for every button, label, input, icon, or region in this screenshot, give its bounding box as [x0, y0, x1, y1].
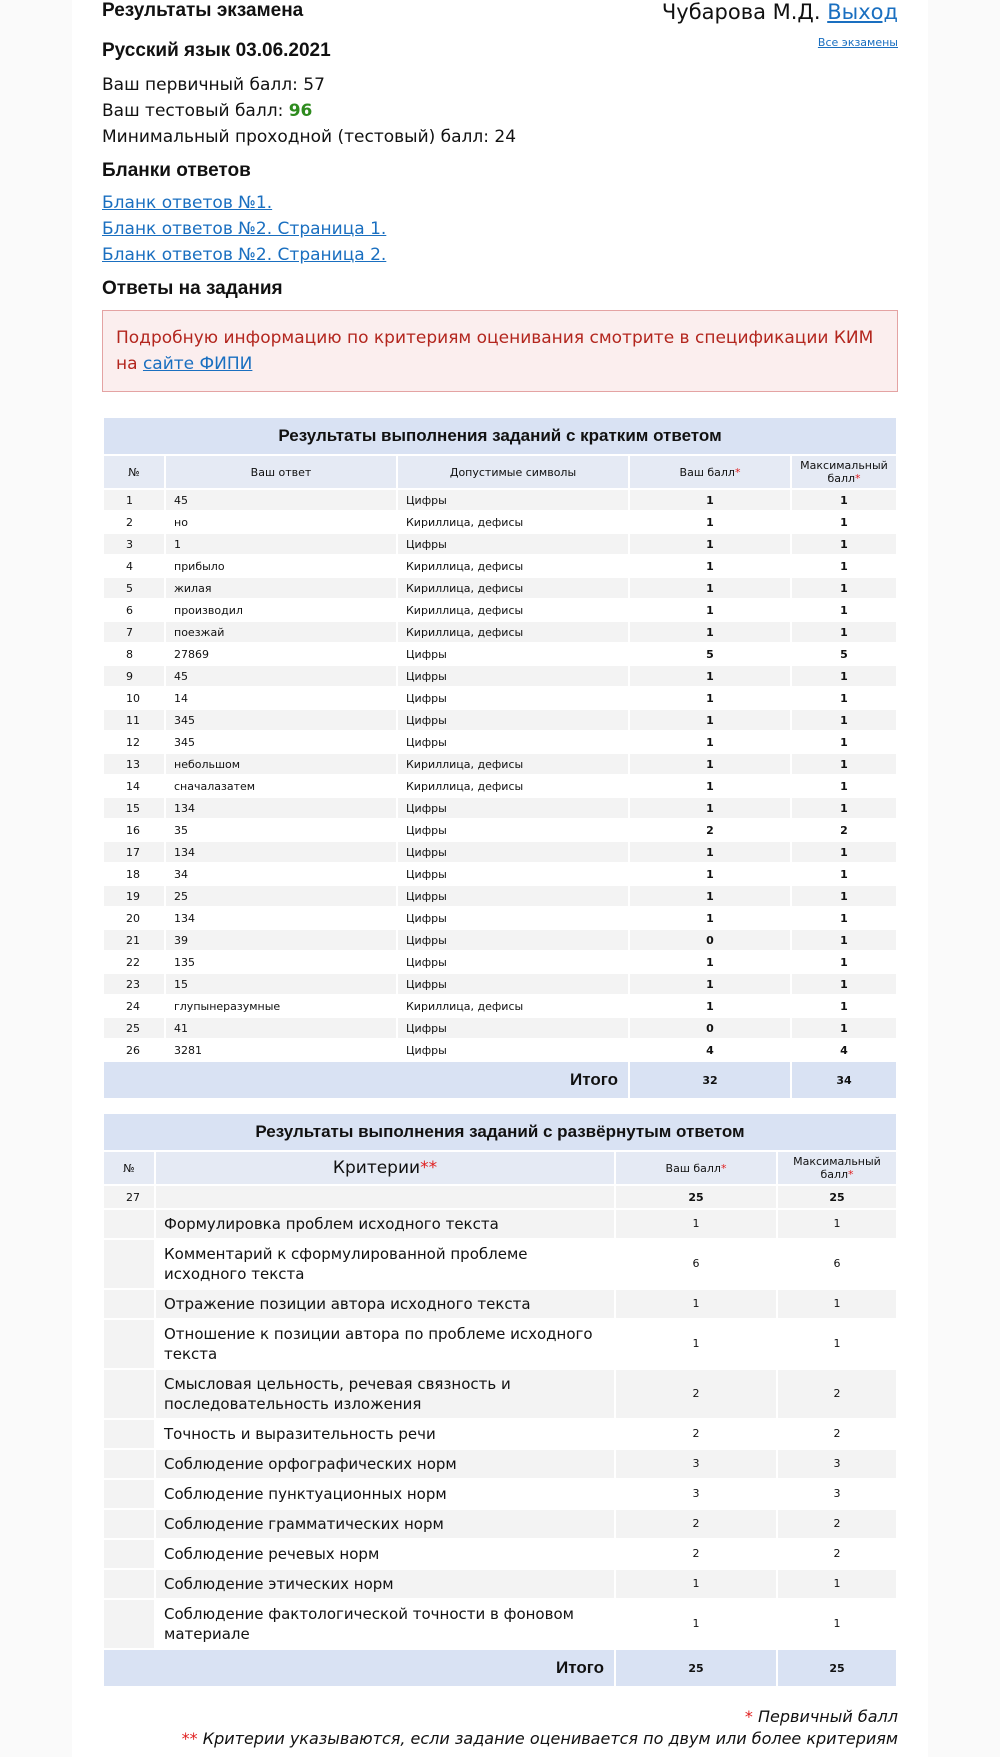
page — [72, 0, 928, 1757]
star-mark: * — [848, 1168, 854, 1181]
criteria-alert — [102, 310, 898, 392]
criteria-name: Комментарий к сформулированной проблеме исходного текста — [155, 1239, 615, 1289]
criteria-score: 1 — [615, 1599, 777, 1649]
criteria-max: 1 — [777, 1209, 897, 1239]
criteria-num-empty — [103, 1239, 155, 1289]
table-row — [103, 621, 897, 643]
row-score: 1 — [629, 709, 791, 731]
criteria-row — [103, 1599, 897, 1649]
criteria-num-empty — [103, 1419, 155, 1449]
criteria-name: Соблюдение пунктуационных норм — [155, 1479, 615, 1509]
criteria-row — [103, 1289, 897, 1319]
col-score — [629, 455, 791, 489]
criteria-score: 2 — [615, 1509, 777, 1539]
criteria-max: 2 — [777, 1539, 897, 1569]
criteria-row — [103, 1239, 897, 1289]
footnote-star: * — [744, 1707, 753, 1726]
row-max: 1 — [791, 511, 897, 533]
criteria-num-empty — [103, 1509, 155, 1539]
row-symbols: Кириллица, дефисы — [397, 621, 629, 643]
criteria-name: Смысловая цельность, речевая связность и последовательность изложения — [155, 1369, 615, 1419]
row-answer: небольшом — [165, 753, 397, 775]
row-num: 15 — [103, 797, 165, 819]
user-name: Чубарова М.Д. — [661, 0, 821, 24]
col-max — [777, 1151, 897, 1185]
criteria-name: Соблюдение этических норм — [155, 1569, 615, 1599]
task-criteria-empty — [155, 1185, 615, 1209]
criteria-num-empty — [103, 1289, 155, 1319]
row-symbols: Кириллица, дефисы — [397, 577, 629, 599]
form-link-1[interactable]: Бланк ответов №1. — [102, 193, 273, 213]
row-score: 1 — [629, 489, 791, 511]
criteria-name: Отражение позиции автора исходного текста — [155, 1289, 615, 1319]
row-num: 5 — [103, 577, 165, 599]
criteria-row — [103, 1479, 897, 1509]
test-score-label: Ваш тестовый балл: — [102, 101, 284, 121]
table-row — [103, 489, 897, 511]
table-row — [103, 841, 897, 863]
row-symbols: Цифры — [397, 929, 629, 951]
row-symbols: Цифры — [397, 1039, 629, 1061]
row-answer: 1 — [165, 533, 397, 555]
row-answer: 134 — [165, 841, 397, 863]
primary-score — [102, 72, 898, 98]
row-max: 1 — [791, 863, 897, 885]
col-max — [791, 455, 897, 489]
row-symbols: Цифры — [397, 973, 629, 995]
row-answer: 41 — [165, 1017, 397, 1039]
row-symbols: Цифры — [397, 489, 629, 511]
row-score: 1 — [629, 665, 791, 687]
footnote-primary — [102, 1706, 898, 1728]
row-answer: 14 — [165, 687, 397, 709]
criteria-row — [103, 1369, 897, 1419]
row-answer: глупынеразумные — [165, 995, 397, 1017]
row-symbols: Цифры — [397, 907, 629, 929]
row-answer: но — [165, 511, 397, 533]
col-num: № — [103, 455, 165, 489]
criteria-max: 2 — [777, 1419, 897, 1449]
row-max: 1 — [791, 555, 897, 577]
table-row — [103, 797, 897, 819]
row-num: 19 — [103, 885, 165, 907]
row-num: 9 — [103, 665, 165, 687]
criteria-score: 3 — [615, 1479, 777, 1509]
row-symbols: Кириллица, дефисы — [397, 555, 629, 577]
row-answer: 345 — [165, 709, 397, 731]
row-symbols: Кириллица, дефисы — [397, 753, 629, 775]
row-score: 1 — [629, 973, 791, 995]
criteria-name: Отношение к позиции автора по проблеме исходного текста — [155, 1319, 615, 1369]
row-answer: 15 — [165, 973, 397, 995]
col-num: № — [103, 1151, 155, 1185]
criteria-row — [103, 1419, 897, 1449]
logout-link[interactable]: Выход — [827, 0, 898, 24]
row-max: 1 — [791, 907, 897, 929]
col-criteria — [155, 1151, 615, 1185]
row-score: 1 — [629, 863, 791, 885]
criteria-score: 3 — [615, 1449, 777, 1479]
criteria-score: 2 — [615, 1539, 777, 1569]
table-row — [103, 577, 897, 599]
short-total-score: 32 — [629, 1061, 791, 1099]
row-answer: 27869 — [165, 643, 397, 665]
criteria-name: Соблюдение орфографических норм — [155, 1449, 615, 1479]
criteria-max: 2 — [777, 1369, 897, 1419]
row-symbols: Цифры — [397, 533, 629, 555]
footnote-primary-text: Первичный балл — [757, 1707, 898, 1726]
row-symbols: Кириллица, дефисы — [397, 511, 629, 533]
row-num: 8 — [103, 643, 165, 665]
row-symbols: Кириллица, дефисы — [397, 599, 629, 621]
row-answer: 3281 — [165, 1039, 397, 1061]
primary-score-label: Ваш первичный балл: — [102, 75, 298, 95]
criteria-max: 1 — [777, 1569, 897, 1599]
row-score: 4 — [629, 1039, 791, 1061]
row-max: 1 — [791, 709, 897, 731]
row-score: 1 — [629, 753, 791, 775]
star-mark: * — [734, 465, 741, 479]
row-max: 1 — [791, 599, 897, 621]
row-score: 0 — [629, 1017, 791, 1039]
criteria-name: Соблюдение грамматических норм — [155, 1509, 615, 1539]
criteria-score: 1 — [615, 1289, 777, 1319]
row-max: 1 — [791, 951, 897, 973]
row-max: 1 — [791, 973, 897, 995]
table-row — [103, 995, 897, 1017]
table-row — [103, 511, 897, 533]
row-num: 16 — [103, 819, 165, 841]
col-max-label: Максимальный балл — [800, 459, 888, 485]
row-num: 23 — [103, 973, 165, 995]
table-row — [103, 1039, 897, 1061]
long-total-label: Итого — [103, 1649, 615, 1687]
criteria-row — [103, 1209, 897, 1239]
row-num: 12 — [103, 731, 165, 753]
row-score: 1 — [629, 731, 791, 753]
test-score — [102, 98, 898, 124]
row-symbols: Цифры — [397, 665, 629, 687]
row-symbols: Цифры — [397, 643, 629, 665]
footnote-criteria — [102, 1728, 898, 1750]
criteria-score: 1 — [615, 1209, 777, 1239]
footnote-double-star: ** — [181, 1729, 198, 1748]
row-num: 10 — [103, 687, 165, 709]
table-row — [103, 599, 897, 621]
footnotes — [102, 1706, 898, 1750]
form-link-2-page-2[interactable]: Бланк ответов №2. Страница 2. — [102, 245, 387, 265]
short-total-row — [103, 1061, 897, 1099]
row-max: 1 — [791, 753, 897, 775]
row-score: 1 — [629, 797, 791, 819]
criteria-name: Формулировка проблем исходного текста — [155, 1209, 615, 1239]
row-max: 1 — [791, 731, 897, 753]
criteria-num-empty — [103, 1209, 155, 1239]
criteria-row — [103, 1509, 897, 1539]
criteria-num-empty — [103, 1539, 155, 1569]
row-max: 1 — [791, 1017, 897, 1039]
row-answer: жилая — [165, 577, 397, 599]
row-num: 2 — [103, 511, 165, 533]
criteria-max: 3 — [777, 1479, 897, 1509]
short-answer-table — [102, 416, 898, 1100]
short-table-body — [103, 489, 897, 1061]
alert-text: Подробную информацию по критериям оценивания смотрите в спецификации КИМ на — [116, 328, 874, 374]
star-mark: * — [855, 472, 861, 485]
criteria-name: Соблюдение фактологической точности в фоновом материале — [155, 1599, 615, 1649]
row-max: 1 — [791, 995, 897, 1017]
row-num: 7 — [103, 621, 165, 643]
criteria-num-empty — [103, 1599, 155, 1649]
row-answer: сначалазатем — [165, 775, 397, 797]
col-score — [615, 1151, 777, 1185]
short-total-max: 34 — [791, 1061, 897, 1099]
row-max: 2 — [791, 819, 897, 841]
top-bar — [102, 0, 898, 49]
row-max: 1 — [791, 885, 897, 907]
forms-heading: Бланки ответов — [102, 160, 251, 181]
row-symbols: Цифры — [397, 1017, 629, 1039]
row-score: 1 — [629, 995, 791, 1017]
row-max: 1 — [791, 665, 897, 687]
row-num: 26 — [103, 1039, 165, 1061]
row-score: 1 — [629, 621, 791, 643]
row-max: 1 — [791, 687, 897, 709]
long-total-row — [103, 1649, 897, 1687]
row-answer: прибыло — [165, 555, 397, 577]
task-row — [103, 1185, 897, 1209]
col-score-label: Ваш балл — [665, 1161, 721, 1175]
criteria-row — [103, 1539, 897, 1569]
row-symbols: Кириллица, дефисы — [397, 775, 629, 797]
row-answer: 45 — [165, 665, 397, 687]
col-criteria-label: Критерии — [332, 1158, 421, 1178]
row-num: 14 — [103, 775, 165, 797]
criteria-score: 1 — [615, 1319, 777, 1369]
table-row — [103, 709, 897, 731]
row-score: 0 — [629, 929, 791, 951]
row-max: 1 — [791, 577, 897, 599]
row-answer: 345 — [165, 731, 397, 753]
row-answer: 45 — [165, 489, 397, 511]
row-score: 1 — [629, 555, 791, 577]
row-score: 1 — [629, 533, 791, 555]
long-table-body — [103, 1185, 897, 1649]
criteria-score: 2 — [615, 1369, 777, 1419]
row-answer: производил — [165, 599, 397, 621]
table-row — [103, 665, 897, 687]
table-row — [103, 885, 897, 907]
table-row — [103, 929, 897, 951]
row-score: 1 — [629, 841, 791, 863]
double-star-mark: ** — [420, 1158, 438, 1178]
scores-block — [102, 72, 898, 150]
row-answer: 134 — [165, 907, 397, 929]
row-max: 1 — [791, 621, 897, 643]
min-score — [102, 124, 898, 150]
row-num: 17 — [103, 841, 165, 863]
criteria-row — [103, 1449, 897, 1479]
table-row — [103, 533, 897, 555]
row-score: 1 — [629, 511, 791, 533]
task-score: 25 — [615, 1185, 777, 1209]
all-exams-link[interactable]: Все экзамены — [817, 36, 898, 49]
primary-score-value: 57 — [303, 75, 325, 95]
star-mark: * — [720, 1161, 727, 1175]
criteria-max: 6 — [777, 1239, 897, 1289]
long-table-title: Результаты выполнения заданий с развёрнутым ответом — [103, 1113, 897, 1151]
row-score: 1 — [629, 577, 791, 599]
row-max: 4 — [791, 1039, 897, 1061]
criteria-max: 2 — [777, 1509, 897, 1539]
long-total-score: 25 — [615, 1649, 777, 1687]
row-score: 1 — [629, 951, 791, 973]
col-symbols: Допустимые символы — [397, 455, 629, 489]
row-answer: 34 — [165, 863, 397, 885]
row-max: 1 — [791, 797, 897, 819]
short-total-label: Итого — [103, 1061, 629, 1099]
table-row — [103, 973, 897, 995]
criteria-max: 1 — [777, 1289, 897, 1319]
criteria-num-empty — [103, 1319, 155, 1369]
criteria-row — [103, 1569, 897, 1599]
table-row — [103, 907, 897, 929]
task-num: 27 — [103, 1185, 155, 1209]
row-symbols: Цифры — [397, 709, 629, 731]
subject-title: Русский язык 03.06.2021 — [102, 40, 331, 61]
row-num: 24 — [103, 995, 165, 1017]
row-score: 2 — [629, 819, 791, 841]
table-row — [103, 731, 897, 753]
row-score: 1 — [629, 775, 791, 797]
exam-title: Результаты экзамена — [102, 0, 304, 21]
row-num: 21 — [103, 929, 165, 951]
table-row — [103, 555, 897, 577]
criteria-num-empty — [103, 1369, 155, 1419]
row-num: 18 — [103, 863, 165, 885]
col-max-label: Максимальный балл — [793, 1155, 881, 1181]
row-symbols: Цифры — [397, 885, 629, 907]
criteria-score: 6 — [615, 1239, 777, 1289]
row-num: 6 — [103, 599, 165, 621]
row-score: 1 — [629, 885, 791, 907]
row-symbols: Цифры — [397, 819, 629, 841]
row-answer: 35 — [165, 819, 397, 841]
row-symbols: Цифры — [397, 731, 629, 753]
row-num: 20 — [103, 907, 165, 929]
row-num: 25 — [103, 1017, 165, 1039]
criteria-max: 1 — [777, 1319, 897, 1369]
table-row — [103, 753, 897, 775]
form-link-2-page-1[interactable]: Бланк ответов №2. Страница 1. — [102, 219, 387, 239]
row-num: 3 — [103, 533, 165, 555]
row-answer: 25 — [165, 885, 397, 907]
forms-links — [102, 190, 898, 268]
row-symbols: Цифры — [397, 863, 629, 885]
table-row — [103, 643, 897, 665]
criteria-name: Соблюдение речевых норм — [155, 1539, 615, 1569]
task-max: 25 — [777, 1185, 897, 1209]
row-score: 5 — [629, 643, 791, 665]
row-num: 11 — [103, 709, 165, 731]
fipi-link[interactable]: сайте ФИПИ — [142, 354, 253, 374]
criteria-name: Точность и выразительность речи — [155, 1419, 615, 1449]
row-symbols: Кириллица, дефисы — [397, 995, 629, 1017]
table-row — [103, 687, 897, 709]
footnote-criteria-text: Критерии указываются, если задание оценивается по двум или более критериям — [202, 1729, 898, 1748]
table-row — [103, 951, 897, 973]
row-symbols: Цифры — [397, 687, 629, 709]
row-answer: 135 — [165, 951, 397, 973]
short-table-title: Результаты выполнения заданий с кратким ответом — [103, 417, 897, 455]
criteria-score: 2 — [615, 1419, 777, 1449]
row-answer: 39 — [165, 929, 397, 951]
min-score-label: Минимальный проходной (тестовый) балл: — [102, 127, 490, 147]
table-row — [103, 1017, 897, 1039]
row-max: 5 — [791, 643, 897, 665]
criteria-row — [103, 1319, 897, 1369]
row-max: 1 — [791, 841, 897, 863]
criteria-num-empty — [103, 1569, 155, 1599]
row-num: 1 — [103, 489, 165, 511]
row-score: 1 — [629, 687, 791, 709]
user-block — [662, 0, 898, 24]
row-max: 1 — [791, 533, 897, 555]
criteria-num-empty — [103, 1479, 155, 1509]
answers-heading: Ответы на задания — [102, 278, 283, 299]
criteria-num-empty — [103, 1449, 155, 1479]
criteria-score: 1 — [615, 1569, 777, 1599]
table-row — [103, 863, 897, 885]
row-num: 13 — [103, 753, 165, 775]
table-row — [103, 819, 897, 841]
col-score-label: Ваш балл — [679, 465, 735, 479]
long-total-max: 25 — [777, 1649, 897, 1687]
test-score-value: 96 — [288, 101, 313, 121]
row-score: 1 — [629, 907, 791, 929]
row-num: 22 — [103, 951, 165, 973]
row-symbols: Цифры — [397, 841, 629, 863]
row-symbols: Цифры — [397, 951, 629, 973]
long-answer-table — [102, 1112, 898, 1688]
row-max: 1 — [791, 929, 897, 951]
row-max: 1 — [791, 489, 897, 511]
row-score: 1 — [629, 599, 791, 621]
col-answer: Ваш ответ — [165, 455, 397, 489]
row-symbols: Цифры — [397, 797, 629, 819]
row-answer: поезжай — [165, 621, 397, 643]
table-row — [103, 775, 897, 797]
row-num: 4 — [103, 555, 165, 577]
row-answer: 134 — [165, 797, 397, 819]
criteria-max: 1 — [777, 1599, 897, 1649]
criteria-max: 3 — [777, 1449, 897, 1479]
row-max: 1 — [791, 775, 897, 797]
min-score-value: 24 — [494, 127, 517, 147]
